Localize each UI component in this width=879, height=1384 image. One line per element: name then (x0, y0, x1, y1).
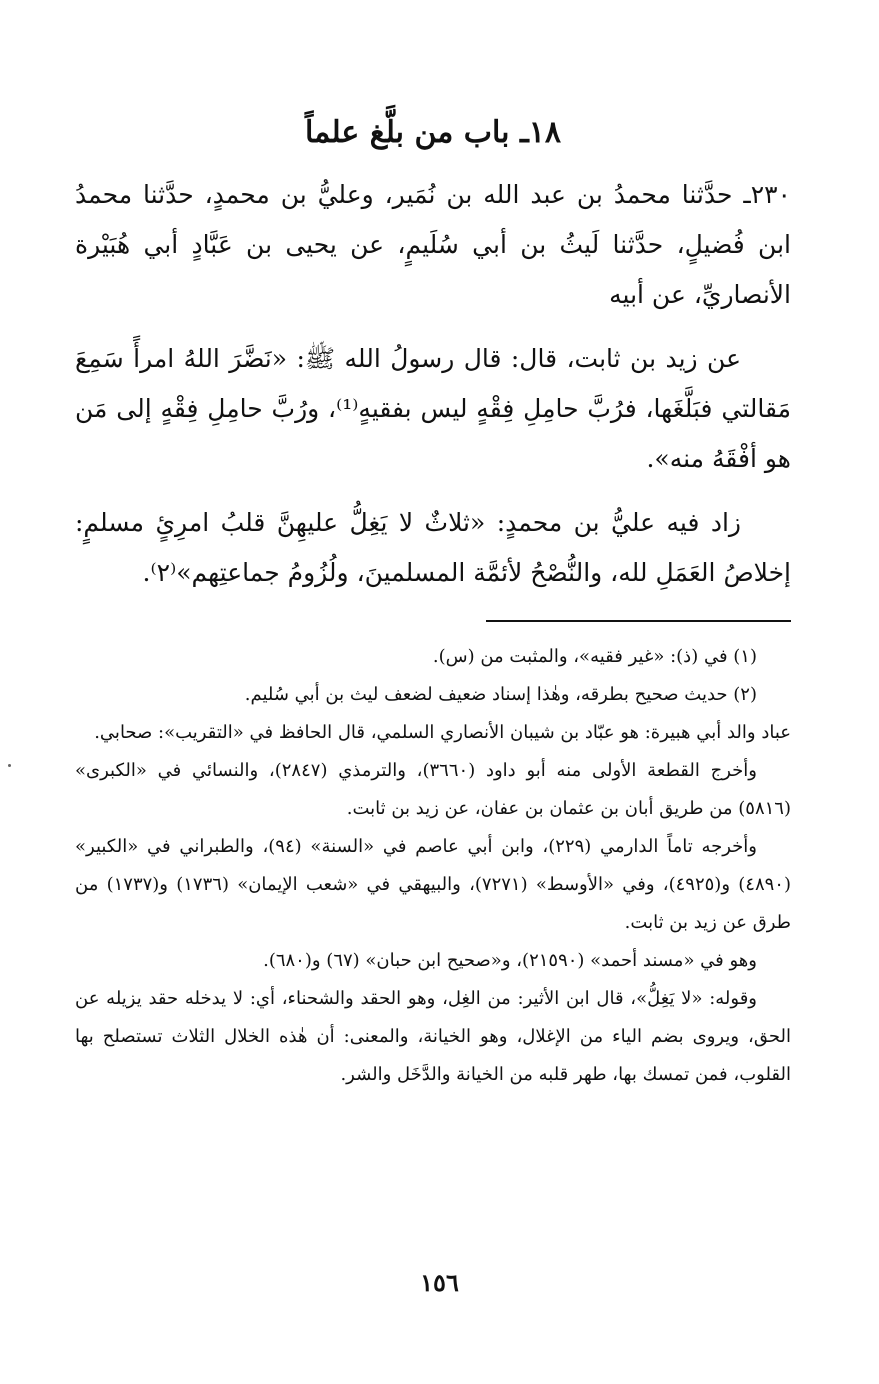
hadith-isnad-paragraph: ٢٣٠ـ حدَّثنا محمدُ بن عبد الله بن نُمَير، وعليُّ بن محمدٍ، حدَّثنا محمدُ ابن فُضيلٍ، حدَّثنا لَيثُ بن أبي سُلَيمٍ، عن يحيى بن عَبَّادٍ أبي هُبَيْرة الأنصاريِّ، عن أبيه (75, 180, 791, 309)
footnotes-section (75, 638, 791, 1094)
footnote-2: (٢) حديث صحيح بطرقه، وهٰذا إسناد ضعيف لضعف ليث بن أبي سُليم. (244, 684, 757, 705)
margin-dot (8, 764, 11, 767)
hadith-text-paragraph: عن زيد بن ثابت، قال: قال رسولُ الله ﷺ: «نَضَّرَ اللهُ امرأً سَمِعَ مَقالتي فبَلَّغَها، فرُبَّ حامِلِ فِقْهٍ ليس بفقيهٍ⁽¹⁾، ورُبَّ حامِلِ فِقْهٍ إلى مَن هو أفْقَهُ منه». (75, 344, 791, 473)
footnote-1: (١) في (ذ): «غير فقيه»، والمثبت من (س). (432, 646, 757, 667)
footnote-2-explanation: وقوله: «لا يَغِلُّ»، قال ابن الأثير: من الغِل، وهو الحقد والشحناء، أي: لا يدخله حقد يزيله عن الحق، ويروى بضم الياء من الإغلال، وهو الخيانة، والمعنى: أن هٰذه الخلال الثلاث تستصلح بها القلوب، فمن تمسك بها، طهر قلبه من الخيانة والدَّخَل والشر. (75, 988, 791, 1085)
footnote-2-sources-3: وهو في «مسند أحمد» (٢١٥٩٠)، و«صحيح ابن حبان» (٦٧) و(٦٨٠). (263, 950, 757, 971)
chapter-title: ١٨ـ باب من بلَّغ علماً (304, 115, 561, 150)
footnote-2-sources-2: وأخرجه تاماً الدارمي (٢٢٩)، وابن أبي عاصم في «السنة» (٩٤)، والطبراني في «الكبير» (٤٨٩٠) و(٤٩٢٥)، وفي «الأوسط» (٧٢٧١)، والبيهقي في «شعب الإيمان» (١٧٣٦) و(١٧٣٧) من طرق عن زيد بن ثابت. (75, 836, 791, 933)
footnote-2-narrator-note: عباد والد أبي هبيرة: هو عبّاد بن شيبان الأنصاري السلمي، قال الحافظ في «التقريب»: صحابي. (94, 722, 791, 743)
book-page (75, 110, 791, 1094)
footnote-divider (486, 620, 791, 622)
footnote-2-sources-1: وأخرج القطعة الأولى منه أبو داود (٣٦٦٠)، والترمذي (٢٨٤٧)، والنسائي في «الكبرى» (٥٨١٦) من طريق أبان بن عثمان بن عفان، عن زيد بن ثابت. (75, 760, 791, 819)
hadith-addition-paragraph: زاد فيه عليُّ بن محمدٍ: «ثلاثٌ لا يَغِلُّ عليهِنَّ قلبُ امرِئٍ مسلمٍ: إخلاصُ العَمَلِ لله، والنُّصْحُ لأئمَّة المسلمينَ، ولُزُومُ جماعتِهم»⁽٢⁾. (75, 508, 791, 587)
page-number: ١٥٦ (420, 1268, 459, 1297)
